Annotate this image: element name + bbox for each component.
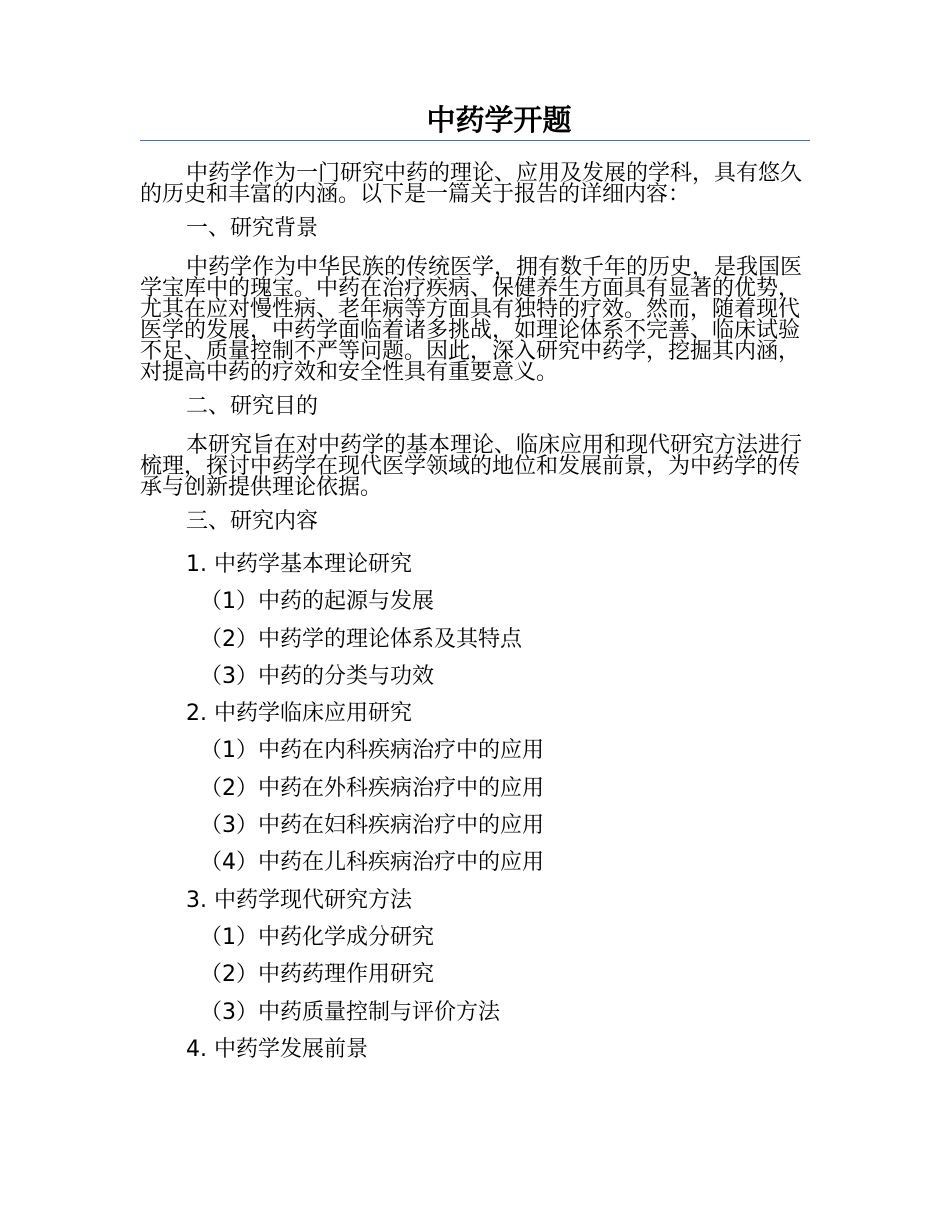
list-item: （3）中药的分类与功效: [200, 663, 434, 689]
list-item: （2）中药学的理论体系及其特点: [200, 626, 522, 652]
section-heading-purpose: 二、研究目的: [186, 394, 319, 419]
purpose-paragraph: 本研究旨在对中药学的基本理论、临床应用和现代研究方法进行梳理，探讨中药学在现代医学领域的地位和发展前景，为中药学的传承与创新提供理论依据。: [140, 433, 803, 500]
list-item: 2. 中药学临床应用研究: [186, 701, 412, 727]
background-paragraph: 中药学作为中华民族的传统医学，拥有数千年的历史，是我国医学宝库中的瑰宝。中药在治疗疾病、保健养生方面具有显著的优势，尤其在应对慢性病、老年病等方面具有独特的疗效。然而，随着现代医学的发展，中药学面临着诸多挑战，如理论体系不完善、临床试验不足、质量控制不严等问题。因此，深入研究中药学，挖掘其内涵，对提高中药的疗效和安全性具有重要意义。: [140, 255, 803, 385]
list-item: （3）中药在妇科疾病治疗中的应用: [200, 813, 544, 839]
list-item: 1. 中药学基本理论研究: [186, 552, 412, 577]
section-heading-content: 三、研究内容: [186, 509, 319, 534]
document-title: 中药学开题: [140, 100, 810, 141]
list-item: （2）中药在外科疾病治疗中的应用: [200, 775, 544, 801]
list-item: （4）中药在儿科疾病治疗中的应用: [200, 850, 544, 876]
content-outline-list: [140, 546, 810, 1068]
list-item: （1）中药的起源与发展: [200, 589, 434, 615]
list-item: （3）中药质量控制与评价方法: [200, 999, 500, 1025]
list-item: 4. 中药学发展前景: [186, 1036, 368, 1062]
list-item: （2）中药药理作用研究: [200, 962, 434, 988]
list-item: 3. 中药学现代研究方法: [186, 887, 412, 913]
list-item: （1）中药在内科疾病治疗中的应用: [200, 738, 544, 764]
intro-paragraph: 中药学作为一门研究中药的理论、应用及发展的学科，具有悠久的历史和丰富的内涵。以下是一篇关于报告的详细内容：: [140, 161, 803, 207]
document-content: [140, 100, 810, 1068]
list-item: （1）中药化学成分研究: [200, 924, 434, 950]
section-heading-background: 一、研究背景: [186, 216, 319, 241]
